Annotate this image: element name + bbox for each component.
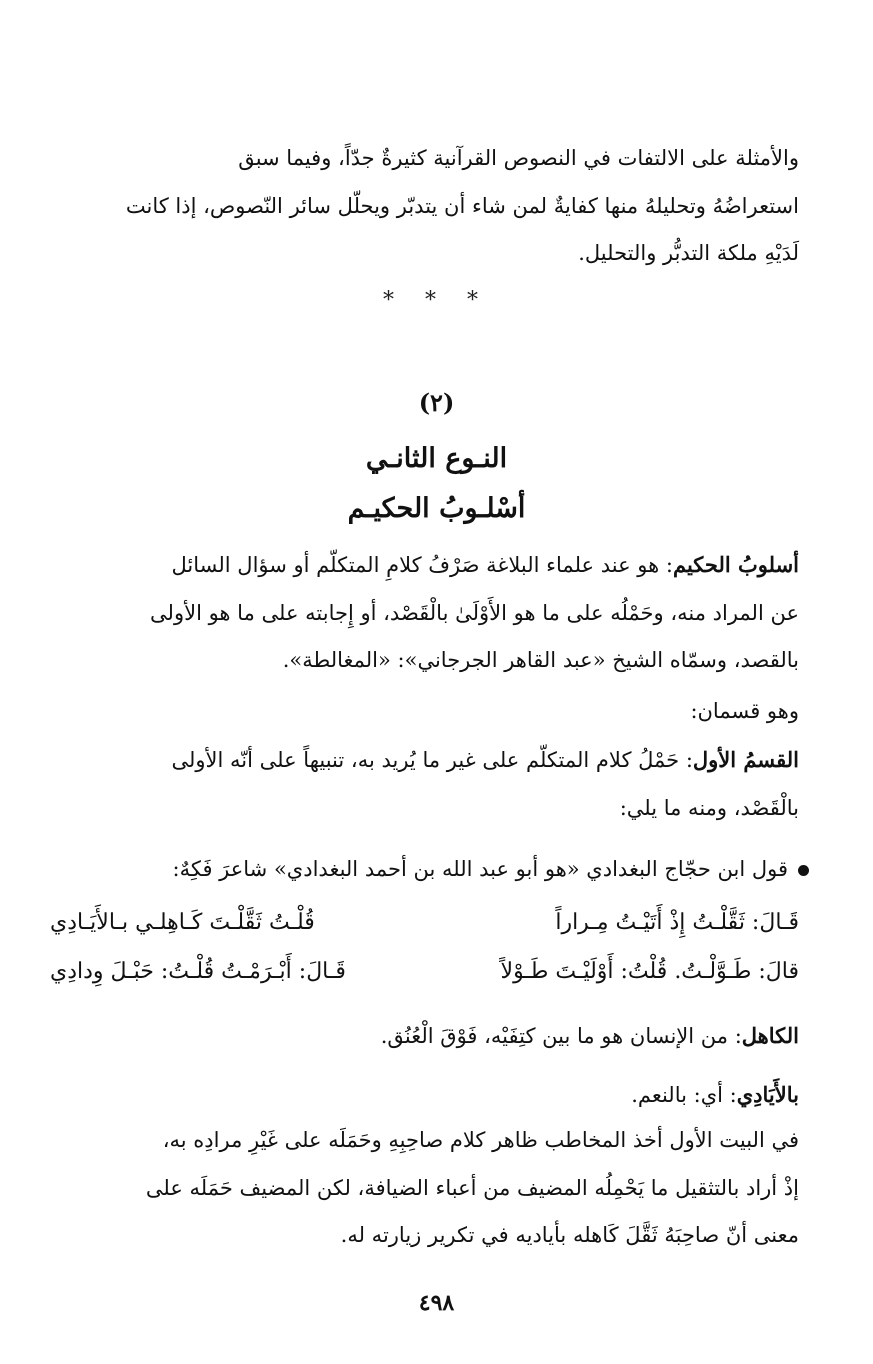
gloss-ayadi bbox=[46, 1071, 799, 1120]
text-line: بالْقَصْد، ومنه ما يلي: bbox=[619, 795, 799, 820]
section-separator: * * * bbox=[383, 288, 490, 313]
part-one-text: : حَمْلُ كلام المتكلّم على غير ما يُريد به، تنبيهاً على أنّه الأولى bbox=[171, 748, 693, 772]
text-line bbox=[46, 1012, 799, 1061]
text-line: إذْ أراد بالتثقيل ما يَحْمِلُه المضيف من أعباء الضيافة، لكن المضيف حَمَلَه على bbox=[145, 1175, 799, 1200]
text-line: وهو قسمان: bbox=[690, 699, 799, 723]
gloss-text: : أي: بالنعم. bbox=[631, 1083, 737, 1107]
bullet-icon bbox=[798, 865, 809, 876]
text-line bbox=[46, 541, 799, 590]
definition-text: : هو عند علماء البلاغة صَرْفُ كلامِ المتكلّم أو سؤال السائل bbox=[171, 553, 673, 577]
definition-term: أسلوبُ الحكيم bbox=[672, 552, 799, 577]
intro-paragraph bbox=[46, 135, 799, 278]
part-one-paragraph bbox=[46, 736, 799, 832]
section-number: (٢) bbox=[418, 388, 455, 417]
definition-paragraph bbox=[46, 541, 799, 685]
verse-first-hemistich: قالَ: طَـوَّلْـتُ. قُلْتُ: أَوْلَيْـتَ طَـوْلاً bbox=[500, 959, 799, 984]
verse-second-hemistich: قُلْـتُ ثَقَّلْـتَ كَـاهِلـي بـالأَيَـادِي bbox=[50, 910, 315, 935]
verse-line bbox=[50, 952, 799, 992]
bullet-item bbox=[46, 846, 809, 893]
verse-first-hemistich: قَـالَ: ثَقَّلْـتُ إِذْ أَتَيْـتُ مِـراراً bbox=[555, 910, 799, 935]
text-line: معنى أنّ صاحِبَهُ ثَقَّلَ كَاهله بأياديه في تكرير زيارته له. bbox=[340, 1223, 799, 1247]
part-one-term: القسمُ الأول bbox=[692, 747, 799, 772]
text-line: استعراضُهُ وتحليلهُ منها كفايةٌ لمن شاء أن يتدبّر ويحلّل سائر النّصوص، إذا كانت bbox=[125, 193, 799, 218]
chapter-title: أسْلـوبُ الحكيـم bbox=[347, 493, 526, 524]
bullet-text: قول ابن حجّاج البغدادي «هو أبو عبد الله بن أحمد البغدادي» شاعرَ فَكِهٌ: bbox=[172, 857, 788, 881]
gloss-term: الكاهل bbox=[741, 1023, 799, 1048]
verse-second-hemistich: قَـالَ: أَبْـرَمْـتُ قُلْـتُ: حَبْـلَ وِدادِي bbox=[50, 959, 346, 984]
verse-line bbox=[50, 903, 799, 943]
chapter-heading: النـوع الثانـي bbox=[365, 443, 508, 474]
text-line: لَدَيْهِ ملكة التدبُّر والتحليل. bbox=[578, 241, 799, 265]
page-number: ٤٩٨ bbox=[418, 1290, 455, 1316]
text-line bbox=[46, 1071, 799, 1120]
gloss-text: : من الإنسان هو ما بين كتِفَيْه، فَوْقَ الْعُنُق. bbox=[380, 1024, 742, 1048]
two-parts-line bbox=[46, 688, 799, 736]
gloss-term: بالأَيَادِي bbox=[736, 1082, 799, 1107]
text-line: والأمثلة على الالتفات في النصوص القرآنية كثيرةٌ جدّاً، وفيما سبق bbox=[238, 146, 799, 170]
gloss-kahil bbox=[46, 1012, 799, 1061]
text-line: في البيت الأول أخذ المخاطب ظاهر كلام صاحِبِهِ وحَمَلَه على غَيْرِ مرادِه به، bbox=[162, 1128, 799, 1152]
explanation-paragraph bbox=[46, 1117, 799, 1260]
text-line bbox=[46, 736, 799, 785]
text-line: عن المراد منه، وحَمْلُه على ما هو الأَوْلَىٰ بالْقَصْد، أو إِجابته على ما هو الأولى bbox=[150, 600, 799, 625]
text-line: بالقصد، وسمّاه الشيخ «عبد القاهر الجرجاني»: «المغالطة». bbox=[282, 648, 799, 672]
